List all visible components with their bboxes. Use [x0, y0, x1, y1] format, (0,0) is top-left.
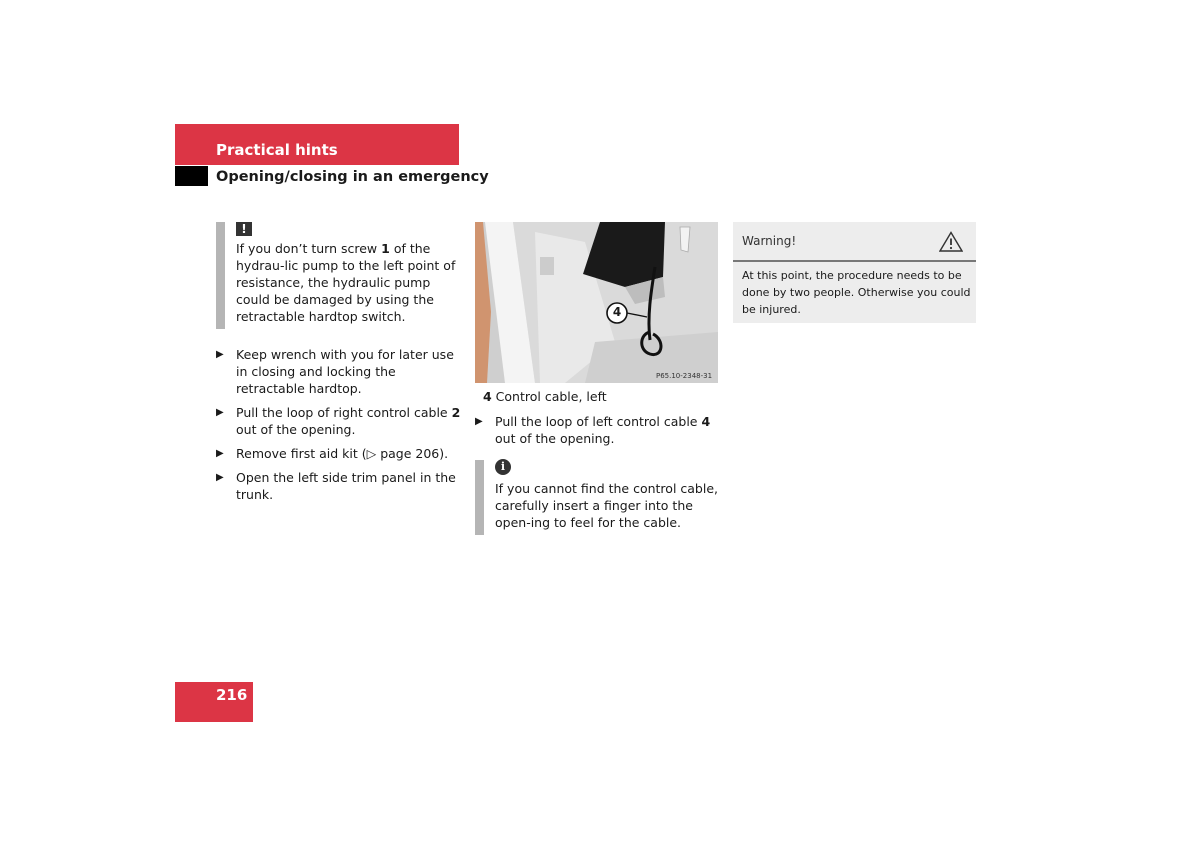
section-marker [175, 166, 208, 186]
instruction-step [216, 445, 464, 462]
caution-text-part: of the hydrau-lic pump to the left point of resistance, the hydraulic pump could be damaged by using the retractable hardtop switch. [236, 241, 456, 324]
step-text: Pull the loop of left control cable [495, 414, 702, 429]
step-text: Open the left side trim panel in the trunk. [236, 470, 456, 502]
figure-code: P65.10-2348-31 [656, 372, 713, 380]
info-text: If you cannot find the control cable, carefully insert a finger into the open-ing to feel for the cable. [495, 481, 718, 530]
warning-triangle-icon [939, 231, 963, 256]
warning-title: Warning! [742, 234, 797, 248]
bullet-arrow-icon: ▶ [216, 349, 224, 360]
bullet-arrow-icon: ▶ [475, 416, 483, 427]
page-subtitle: Opening/closing in an emergency [216, 169, 489, 185]
instruction-step [216, 346, 464, 397]
bullet-arrow-icon: ▶ [216, 407, 224, 418]
bullet-arrow-icon: ▶ [216, 448, 224, 459]
warning-box [733, 222, 976, 323]
step-text: out of the opening. [236, 422, 356, 437]
info-icon: i [495, 459, 511, 475]
step-text: out of the opening. [495, 431, 615, 446]
figure-caption [483, 388, 723, 405]
caption-text: Control cable, left [491, 389, 607, 404]
caution-ref: 1 [381, 241, 390, 256]
instruction-list-right [475, 413, 725, 454]
trunk-figure [475, 222, 718, 383]
instruction-step [475, 413, 725, 447]
instruction-step [216, 469, 464, 503]
caption-ref: 4 [483, 389, 492, 404]
step-ref: 2 [451, 405, 461, 420]
instruction-list-left [216, 346, 464, 510]
figure-callout-4: 4 [612, 305, 622, 319]
warning-text: At this point, the procedure needs to be done by two people. Otherwise you could be injured. [742, 269, 971, 316]
page-number: 216 [216, 686, 248, 704]
section-title: Practical hints [216, 141, 338, 159]
step-text: Keep wrench with you for later use in closing and locking the retractable hardtop. [236, 347, 454, 396]
instruction-step [216, 404, 464, 438]
trunk-illustration [475, 222, 718, 383]
caution-text [236, 240, 464, 325]
caution-text-part: If you don’t turn screw [236, 241, 382, 256]
bullet-arrow-icon: ▶ [216, 472, 224, 483]
step-text: Remove first aid kit (▷ page 206). [236, 446, 449, 461]
warning-header [733, 222, 976, 262]
caution-icon: ! [236, 222, 252, 236]
step-ref: 4 [701, 414, 711, 429]
step-text: Pull the loop of right control cable [236, 405, 452, 420]
